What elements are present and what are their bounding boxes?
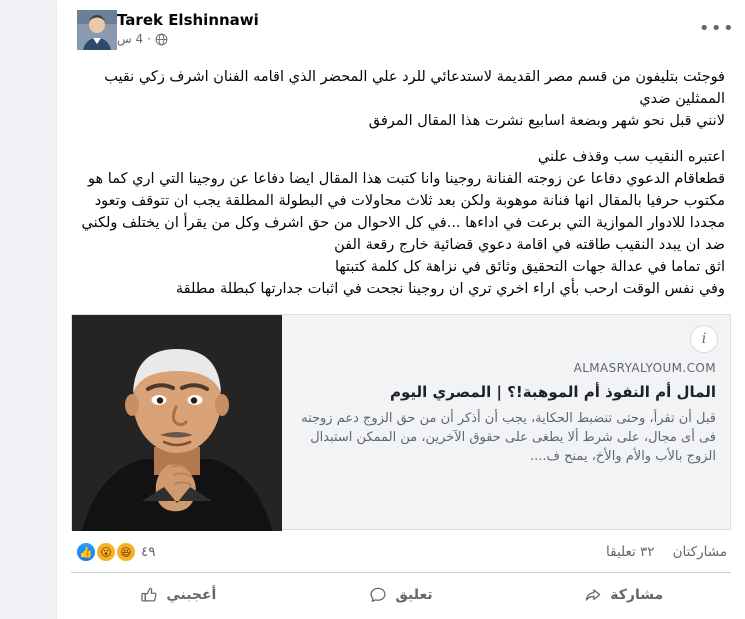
link-preview-description: قبل أن تقرأ، وحتى تنضبط الحكاية، يجب أن أذكر أن من حق الزوج دعم زوجته فى أى مجال، على شرط ألا يطغى على حقوق الآخرين، من الممكن استبدال الزوج بالأب والأم والأخ، يمنح ف.... <box>301 411 716 464</box>
thumbs-up-icon <box>140 586 158 604</box>
like-button[interactable] <box>67 577 290 613</box>
info-icon[interactable]: i <box>690 325 718 353</box>
comment-button[interactable] <box>290 577 513 613</box>
link-preview-card[interactable] <box>71 314 731 530</box>
post-body <box>57 62 745 310</box>
share-button[interactable] <box>512 577 735 613</box>
link-preview-text <box>282 315 730 529</box>
link-preview-domain: ALMASRYALYOUM.COM <box>573 361 716 375</box>
globe-icon[interactable] <box>155 33 168 46</box>
post-paragraph: اثق تماما في عدالة جهات التحقيق وثائق في نزاهة كل كلمة كتبتها <box>334 259 725 275</box>
post-header-text <box>117 10 701 46</box>
post-header <box>57 0 745 62</box>
post-paragraph: اعتبره النقيب سب وقذف علني <box>537 149 725 165</box>
post-stats-row <box>57 530 745 572</box>
paragraph-spacer <box>77 132 725 146</box>
meta-separator: · <box>147 32 151 46</box>
share-button-label: مشاركة <box>610 587 664 603</box>
comment-button-label: تعليق <box>395 587 433 603</box>
wow-icon: 😮 <box>95 541 117 563</box>
link-preview-title[interactable]: المال أم النفوذ أم الموهبة!؟ | المصري اليوم <box>390 383 716 401</box>
post-paragraph: لانني قبل نحو شهر وبضعة اسابيع نشرت هذا المقال المرفق <box>368 113 725 129</box>
post-paragraph: وفي نفس الوقت ارحب بأي اراء اخري تري ان روجينا نجحت في اثبات جدارتها كبطلة مطلقة <box>175 281 725 297</box>
post-paragraph: قطعاقام الدعوي دفاعا عن زوجته الفنانة روجينا وانا كتبت هذا المقال ايضا دفاعا عن روجينا التي اري كما هو مكتوب حرفيا بالمقال انها فنانة موهوبة ولكن بعد ثلاث محاولات في البطولة المطلقة يجب ان تتوقف وتعود مجددا للادوار الموازية التي برعت في اداءها ...في كل الاحوال من حق اشرف وكل من يقرأ ان يختلف ولكني ضد ان يبدد النقيب طاقته في اقامة دعوي قضائية خارج رقعة الفن <box>81 171 725 253</box>
link-preview-image[interactable] <box>72 315 282 529</box>
author-name[interactable]: Tarek Elshinnawi <box>117 11 259 29</box>
haha-icon: 😆 <box>115 541 137 563</box>
post-meta <box>117 32 168 46</box>
comments-shares-summary <box>606 544 727 560</box>
ellipsis-icon[interactable]: ••• <box>698 17 736 39</box>
post-actions-row <box>57 573 745 619</box>
comment-bubble-icon <box>369 586 387 604</box>
reactions-summary[interactable] <box>75 541 160 563</box>
post-paragraph: فوجئت بتليفون من قسم مصر القديمة لاستدعائي للرد علي المحضر الذي اقامه الفنان اشرف زكي نقيب الممثلين ضدي <box>104 69 725 107</box>
reaction-count: ٤٩ <box>141 544 156 560</box>
facebook-post-card <box>57 0 745 619</box>
comment-count[interactable]: ٣٢ تعليقا <box>606 544 655 560</box>
share-count[interactable]: مشاركتان <box>672 544 727 560</box>
share-arrow-icon <box>584 586 602 604</box>
avatar[interactable] <box>77 10 117 50</box>
like-button-label: أعجبني <box>166 587 217 603</box>
like-icon: 👍 <box>75 541 97 563</box>
post-timestamp[interactable]: 4 س <box>117 32 144 46</box>
